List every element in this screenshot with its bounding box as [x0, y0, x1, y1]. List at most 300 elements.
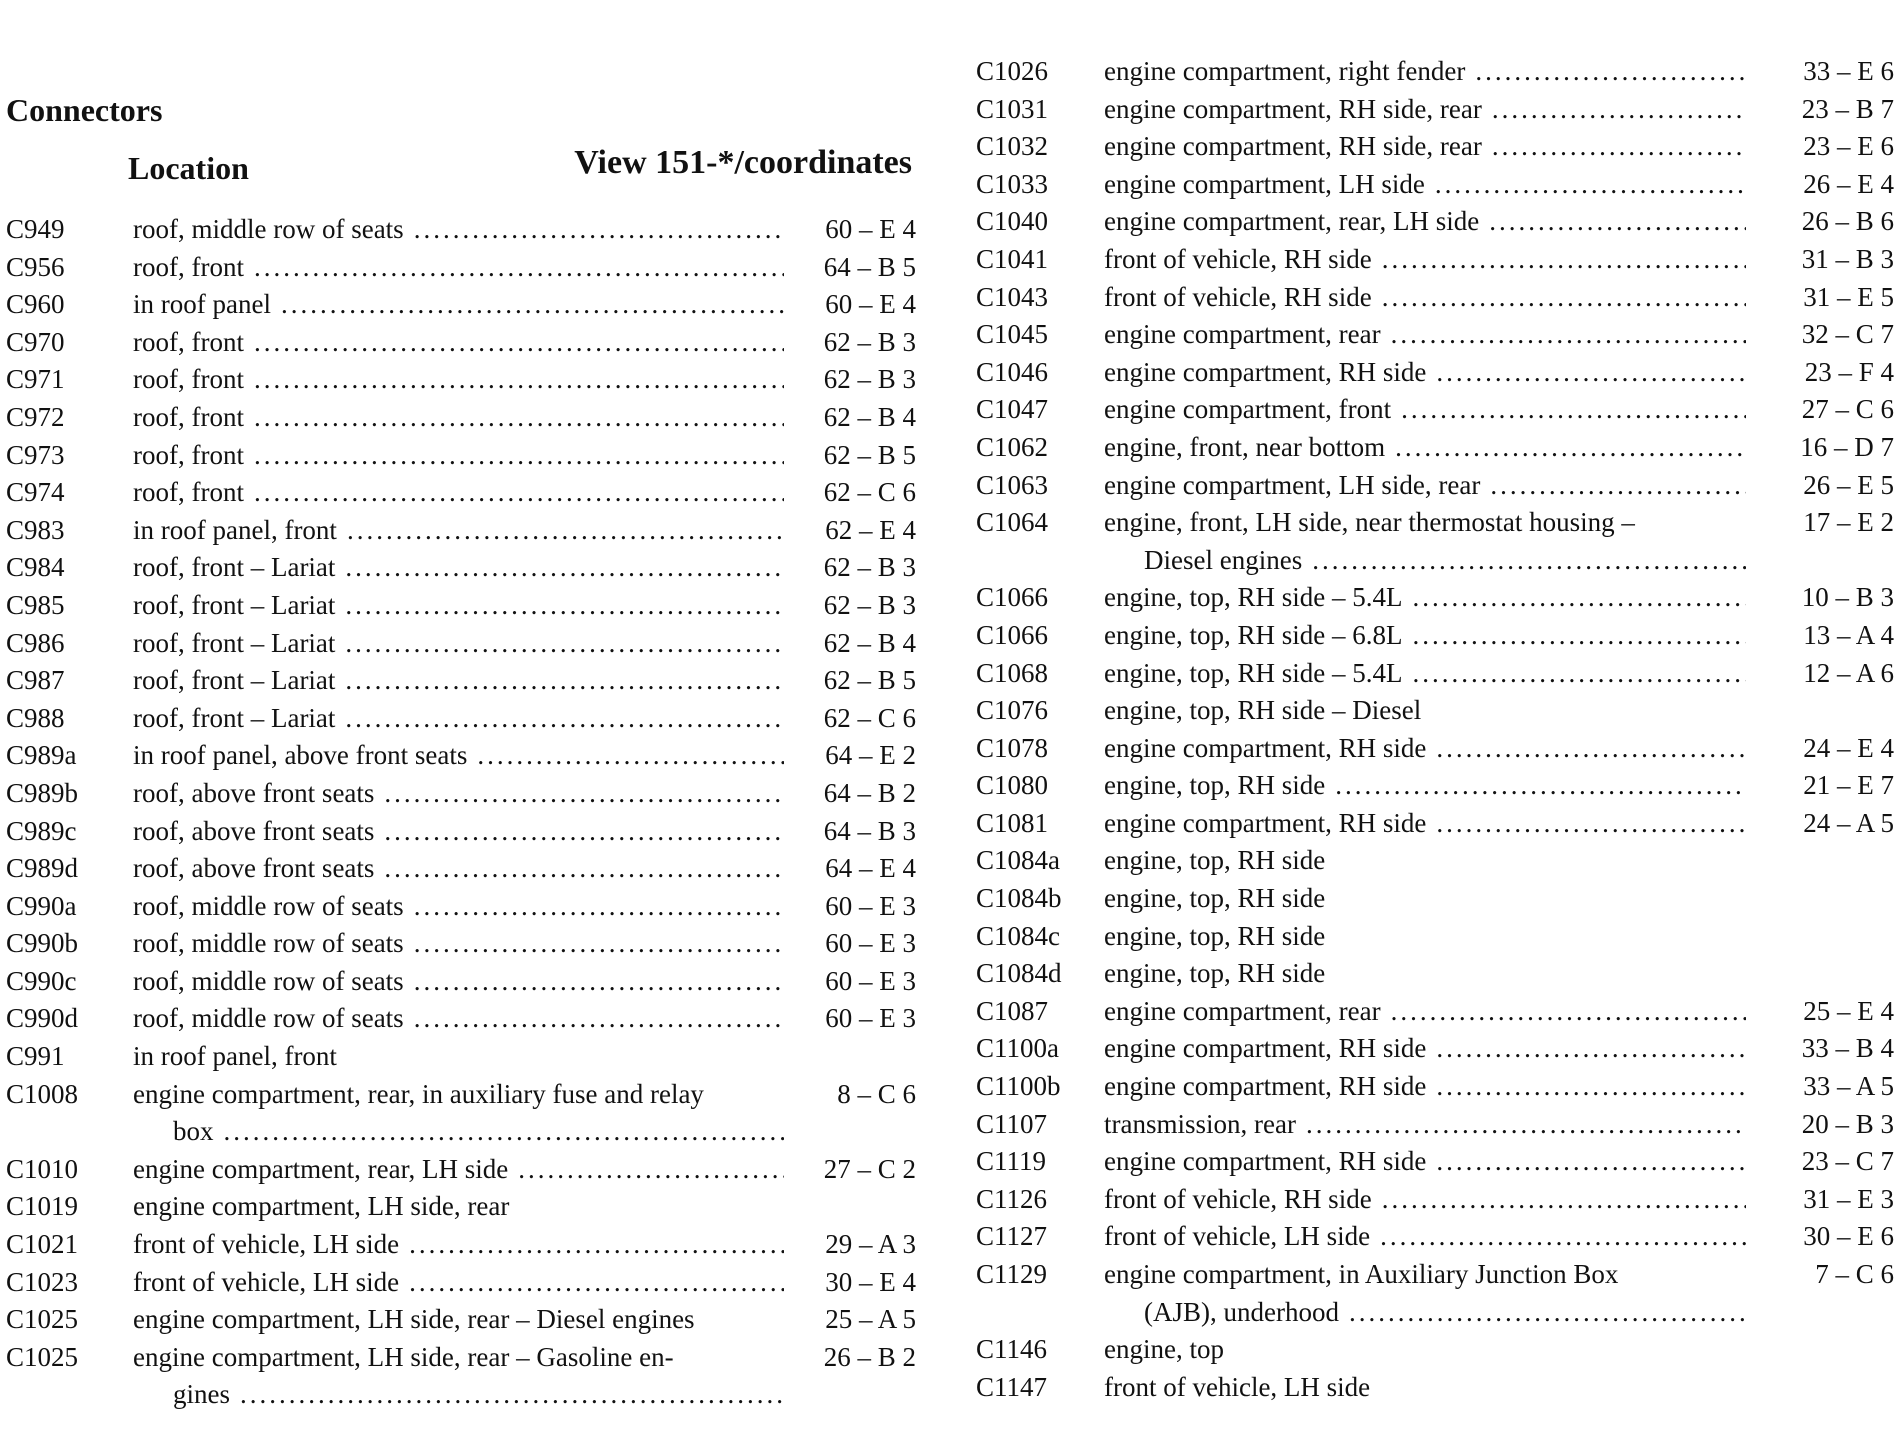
connector-id: C990d — [6, 1003, 79, 1034]
connector-location — [1104, 354, 1750, 392]
view-coordinate: 64 – B 2 — [823, 777, 916, 808]
connector-entry — [976, 579, 1894, 617]
dot-leader — [254, 437, 784, 475]
view-coordinate: 30 – E 4 — [825, 1266, 916, 1297]
view-coordinate: 20 – B 3 — [1801, 1108, 1894, 1139]
connector-entry — [6, 549, 916, 587]
connector-entry — [6, 737, 916, 775]
connector-entry — [976, 128, 1894, 166]
connector-entry — [976, 1181, 1894, 1219]
view-coordinate: 62 – E 4 — [825, 514, 916, 545]
connector-location — [133, 1264, 788, 1302]
view-coordinate: 60 – E 3 — [825, 1003, 916, 1034]
dot-leader — [384, 775, 784, 813]
location-text: engine, top, RH side — [1104, 845, 1326, 876]
connector-entry — [976, 279, 1894, 317]
location-line — [133, 474, 788, 512]
view-coordinate: 26 – E 5 — [1803, 469, 1894, 500]
connector-id: C986 — [6, 627, 65, 658]
connector-entry — [976, 467, 1894, 505]
dot-leader — [1401, 391, 1746, 429]
connector-location — [1104, 128, 1750, 166]
dot-leader — [1412, 579, 1746, 617]
connector-id: C1076 — [976, 695, 1049, 726]
connector-id: C990b — [6, 928, 79, 959]
connector-id: C960 — [6, 289, 65, 320]
dot-leader — [347, 512, 784, 550]
connector-entry — [976, 203, 1894, 241]
location-text: engine, top, RH side – 6.8L — [1104, 619, 1403, 650]
location-text: engine, front, LH side, near thermostat housing – — [1104, 507, 1635, 538]
view-coordinate: 62 – B 4 — [823, 401, 916, 432]
connector-id: C1146 — [976, 1334, 1048, 1365]
connector-location — [1104, 166, 1750, 204]
connector-location — [1104, 53, 1750, 91]
location-text: front of vehicle, RH side — [1104, 243, 1372, 274]
location-line — [1104, 391, 1750, 429]
location-text: in roof panel, front — [133, 1041, 337, 1072]
location-text: engine, top, RH side — [1104, 883, 1326, 914]
connector-location — [133, 1226, 788, 1264]
location-line — [1104, 241, 1750, 279]
section-title: Connectors — [6, 92, 163, 128]
dot-leader — [384, 813, 784, 851]
connector-id: C983 — [6, 514, 65, 545]
connector-location — [133, 662, 788, 700]
connector-entry — [6, 888, 916, 926]
location-text: (AJB), underhood — [1144, 1296, 1339, 1327]
connector-id: C1062 — [976, 431, 1049, 462]
view-coordinate: 62 – B 5 — [823, 439, 916, 470]
dot-leader — [345, 587, 784, 625]
connector-id: C1033 — [976, 168, 1049, 199]
connector-location — [1104, 1068, 1750, 1106]
dot-leader — [1475, 53, 1746, 91]
connector-entry — [6, 1226, 916, 1264]
connector-id: C987 — [6, 665, 65, 696]
view-coordinate: 62 – B 3 — [823, 326, 916, 357]
location-text: roof, front – Lariat — [133, 702, 336, 733]
location-line — [133, 1000, 788, 1038]
connector-location — [1104, 880, 1750, 918]
connector-id: C971 — [6, 364, 65, 395]
connector-entry — [976, 354, 1894, 392]
view-coordinate: 26 – B 2 — [823, 1341, 916, 1372]
connector-location — [133, 775, 788, 813]
connector-id: C1045 — [976, 319, 1049, 350]
location-line — [133, 399, 788, 437]
connector-id: C989a — [6, 740, 77, 771]
connector-list-right — [976, 53, 1894, 1406]
connector-location — [133, 888, 788, 926]
view-coordinate: 60 – E 3 — [825, 965, 916, 996]
connector-id: C1147 — [976, 1371, 1048, 1402]
view-coordinate: 62 – B 4 — [823, 627, 916, 658]
connector-id: C1081 — [976, 807, 1049, 838]
connector-entry — [976, 617, 1894, 655]
location-line — [1104, 993, 1750, 1031]
location-text: engine, top, RH side – 5.4L — [1104, 657, 1403, 688]
location-text: engine compartment, right fender — [1104, 56, 1466, 86]
view-coordinate: 7 – C 6 — [1815, 1259, 1894, 1289]
location-line — [133, 1076, 788, 1114]
location-text: roof, above front seats — [133, 853, 375, 884]
location-line — [133, 1339, 788, 1377]
location-line — [133, 512, 788, 550]
connector-location — [1104, 467, 1750, 505]
connector-location — [133, 324, 788, 362]
connector-entry — [6, 963, 916, 1001]
connector-location — [1104, 1143, 1750, 1181]
dot-leader — [1391, 316, 1746, 354]
location-line — [133, 1301, 788, 1339]
connector-entry — [976, 1218, 1894, 1256]
connector-id: C1021 — [6, 1229, 79, 1260]
view-coordinate: 26 – B 6 — [1801, 206, 1894, 237]
location-text: engine, top — [1104, 1334, 1224, 1365]
connector-entry — [976, 730, 1894, 768]
location-text: transmission, rear — [1104, 1108, 1296, 1139]
location-text: engine compartment, RH side — [1104, 1071, 1427, 1102]
view-coordinate: 24 – A 5 — [1803, 807, 1894, 838]
dot-leader — [281, 286, 784, 324]
connector-entry — [6, 925, 916, 963]
connector-location — [1104, 918, 1750, 956]
connector-entry — [976, 316, 1894, 354]
connector-id: C1025 — [6, 1304, 79, 1335]
connector-id: C990a — [6, 890, 77, 921]
connector-entry — [976, 955, 1894, 993]
dot-leader — [1306, 1106, 1746, 1144]
view-coordinate: 64 – B 3 — [823, 815, 916, 846]
dot-leader — [1489, 203, 1746, 241]
dot-leader — [254, 249, 784, 287]
dot-leader — [254, 399, 784, 437]
connector-entry — [6, 512, 916, 550]
view-coordinate: 31 – B 3 — [1801, 243, 1894, 274]
location-continuation-line — [1104, 542, 1750, 580]
dot-leader — [384, 850, 784, 888]
view-coordinate: 23 – B 7 — [1801, 93, 1894, 124]
view-coordinate: 27 – C 2 — [823, 1153, 916, 1184]
connector-location — [133, 925, 788, 963]
connector-location — [1104, 617, 1750, 655]
connector-location — [1104, 1218, 1750, 1256]
connector-location — [1104, 730, 1750, 768]
view-coordinate: 24 – E 4 — [1803, 732, 1894, 763]
view-coordinate: 62 – C 6 — [823, 477, 916, 508]
location-line — [133, 1264, 788, 1302]
view-coordinate: 64 – E 2 — [825, 740, 916, 771]
location-line — [133, 1151, 788, 1189]
location-text: roof, front – Lariat — [133, 589, 336, 620]
view-coordinate: 32 – C 7 — [1801, 319, 1894, 350]
connector-entry — [6, 474, 916, 512]
view-coordinate: 31 – E 3 — [1803, 1183, 1894, 1214]
location-text: engine compartment, rear — [1104, 319, 1381, 350]
view-coordinate: 64 – B 5 — [823, 251, 916, 282]
connector-location — [1104, 655, 1750, 693]
connector-id: C974 — [6, 477, 65, 508]
view-coordinate: 13 – A 4 — [1803, 619, 1894, 650]
location-line — [1104, 1256, 1750, 1294]
location-text: engine, top, RH side — [1104, 958, 1326, 989]
dot-leader — [1436, 805, 1746, 843]
location-line — [1104, 880, 1750, 918]
connector-id: C1119 — [976, 1146, 1047, 1177]
location-text: engine compartment, LH side — [1104, 168, 1425, 199]
connector-location — [1104, 767, 1750, 805]
location-line — [133, 1226, 788, 1264]
location-line — [133, 963, 788, 1001]
location-line — [133, 775, 788, 813]
connector-id: C1100b — [976, 1071, 1061, 1102]
connector-id: C1063 — [976, 469, 1049, 500]
location-text: roof, above front seats — [133, 777, 375, 808]
connector-id: C985 — [6, 589, 65, 620]
location-line — [1104, 467, 1750, 505]
location-line — [1104, 1218, 1750, 1256]
location-continuation-line — [1104, 1294, 1750, 1332]
connector-location — [133, 1038, 788, 1076]
connector-entry — [6, 775, 916, 813]
connector-location — [1104, 391, 1750, 429]
view-coordinate: 30 – E 6 — [1803, 1221, 1894, 1252]
location-line — [133, 249, 788, 287]
dot-leader — [345, 625, 784, 663]
connector-id: C991 — [6, 1041, 65, 1072]
connector-entry — [6, 1000, 916, 1038]
connector-location — [133, 549, 788, 587]
view-coordinate: 29 – A 3 — [825, 1229, 916, 1260]
connector-location — [133, 850, 788, 888]
connector-id: C973 — [6, 439, 65, 470]
connector-id: C1064 — [976, 507, 1049, 538]
connector-entry — [6, 587, 916, 625]
connector-id: C1066 — [976, 582, 1049, 613]
location-text: engine, top, RH side — [1104, 920, 1326, 951]
location-text: front of vehicle, RH side — [1104, 281, 1372, 312]
connector-id: C989d — [6, 853, 79, 884]
connector-entry — [976, 918, 1894, 956]
connector-location — [1104, 203, 1750, 241]
location-text: engine compartment, LH side, rear – Diesel engines — [133, 1304, 695, 1335]
connector-location — [133, 249, 788, 287]
dot-leader — [254, 474, 784, 512]
location-text: front of vehicle, LH side — [133, 1266, 400, 1297]
location-text: roof, middle row of seats — [133, 214, 404, 244]
view-coordinate: 27 – C 6 — [1801, 394, 1894, 425]
connector-entry — [976, 1143, 1894, 1181]
connector-entry — [976, 1030, 1894, 1068]
connector-entry — [6, 1301, 916, 1339]
view-coordinates-column-header: View 151-*/coordinates — [574, 144, 912, 181]
dot-leader — [345, 662, 784, 700]
connector-location — [133, 625, 788, 663]
connector-location — [1104, 429, 1750, 467]
location-line — [1104, 655, 1750, 693]
view-coordinate: 21 – E 7 — [1803, 770, 1894, 801]
location-line — [1104, 1331, 1750, 1369]
connector-location — [133, 1301, 788, 1339]
connector-id: C1040 — [976, 206, 1049, 237]
location-text: engine, top, RH side – 5.4L — [1104, 582, 1403, 613]
connector-location — [1104, 1030, 1750, 1068]
connector-entry — [6, 1339, 916, 1414]
connector-id: C1084d — [976, 958, 1062, 989]
location-column-header: Location — [128, 150, 249, 186]
connector-location — [133, 1339, 788, 1414]
connector-id: C1068 — [976, 657, 1049, 688]
location-line — [1104, 91, 1750, 129]
dot-leader — [1436, 354, 1746, 392]
location-text: roof, middle row of seats — [133, 1003, 404, 1034]
connector-id: C988 — [6, 702, 65, 733]
location-text: box — [173, 1116, 214, 1147]
connector-entry — [6, 700, 916, 738]
connector-entry — [6, 1188, 916, 1226]
view-coordinate: 25 – A 5 — [825, 1304, 916, 1335]
dot-leader — [224, 1113, 785, 1151]
location-line — [133, 925, 788, 963]
connector-entry — [6, 399, 916, 437]
connector-entry — [6, 1038, 916, 1076]
connector-location — [1104, 993, 1750, 1031]
location-text: in roof panel, front — [133, 514, 337, 545]
connector-entry — [976, 241, 1894, 279]
connector-id: C1078 — [976, 732, 1049, 763]
location-text: engine compartment, front — [1104, 394, 1392, 425]
location-line — [1104, 316, 1750, 354]
dot-leader — [1382, 241, 1746, 279]
location-line — [1104, 579, 1750, 617]
location-text: engine, top, RH side — [1104, 770, 1326, 801]
location-line — [1104, 354, 1750, 392]
connector-id: C1087 — [976, 995, 1049, 1026]
connector-location — [1104, 316, 1750, 354]
location-text: engine compartment, in Auxiliary Junction Box — [1104, 1259, 1619, 1289]
connector-id: C1043 — [976, 281, 1049, 312]
location-line — [1104, 730, 1750, 768]
view-coordinate: 23 – F 4 — [1804, 356, 1894, 387]
dot-leader — [1436, 1068, 1746, 1106]
connector-location — [1104, 91, 1750, 129]
connector-id: C1084b — [976, 883, 1062, 914]
location-text: engine compartment, RH side — [1104, 1146, 1427, 1177]
connector-id: C1129 — [976, 1259, 1048, 1289]
dot-leader — [254, 361, 784, 399]
connector-location — [133, 286, 788, 324]
dot-leader — [1412, 655, 1746, 693]
location-text: front of vehicle, LH side — [1104, 1221, 1371, 1252]
connector-entry — [6, 813, 916, 851]
location-text: gines — [173, 1379, 230, 1410]
location-line — [133, 662, 788, 700]
location-line — [133, 437, 788, 475]
location-line — [133, 625, 788, 663]
dot-leader — [1435, 166, 1746, 204]
connector-location — [133, 211, 788, 249]
location-line — [1104, 279, 1750, 317]
connector-entry — [6, 850, 916, 888]
location-text: roof, front – Lariat — [133, 665, 336, 696]
location-text: in roof panel, above front seats — [133, 740, 468, 771]
connector-id: C1047 — [976, 394, 1049, 425]
location-line — [1104, 805, 1750, 843]
location-text: roof, front – Lariat — [133, 627, 336, 658]
connector-entry — [6, 1076, 916, 1151]
dot-leader — [254, 324, 784, 362]
connector-entry — [6, 324, 916, 362]
location-text: engine compartment, rear — [1104, 995, 1381, 1026]
connector-id: C1008 — [6, 1078, 79, 1109]
view-coordinate: 62 – B 3 — [823, 364, 916, 395]
dot-leader — [1382, 1181, 1746, 1219]
view-coordinate: 62 – B 3 — [823, 552, 916, 583]
dot-leader — [1382, 279, 1746, 317]
location-text: engine compartment, RH side — [1104, 356, 1427, 387]
connector-id: C1127 — [976, 1221, 1048, 1252]
connector-id: C1019 — [6, 1191, 79, 1222]
dot-leader — [1349, 1294, 1746, 1332]
connector-location — [1104, 1106, 1750, 1144]
connector-entry — [6, 361, 916, 399]
location-line — [1104, 1143, 1750, 1181]
connector-entry — [976, 1106, 1894, 1144]
location-line — [1104, 617, 1750, 655]
location-line — [133, 1188, 788, 1226]
connector-entry — [976, 91, 1894, 129]
dot-leader — [414, 1000, 784, 1038]
connector-id: C989b — [6, 777, 79, 808]
connector-id: C1046 — [976, 356, 1049, 387]
location-line — [1104, 842, 1750, 880]
dot-leader — [414, 888, 784, 926]
dot-leader — [1492, 128, 1746, 166]
connector-location — [1104, 579, 1750, 617]
location-continuation-line — [133, 1376, 788, 1414]
location-line — [1104, 53, 1750, 91]
location-line — [1104, 1106, 1750, 1144]
view-coordinate: 60 – E 3 — [825, 890, 916, 921]
connector-location — [1104, 1181, 1750, 1219]
connector-entry — [976, 767, 1894, 805]
connector-entry — [976, 1369, 1894, 1407]
connector-id: C1023 — [6, 1266, 79, 1297]
connector-location — [1104, 805, 1750, 843]
location-line — [133, 888, 788, 926]
view-coordinate: 33 – B 4 — [1801, 1033, 1894, 1064]
connector-location — [1104, 842, 1750, 880]
connector-location — [133, 1151, 788, 1189]
view-coordinate: 10 – B 3 — [1801, 582, 1894, 613]
location-line — [133, 211, 788, 249]
connector-list-left — [6, 211, 916, 1414]
view-coordinate: 60 – E 4 — [825, 214, 916, 244]
location-text: engine compartment, LH side, rear – Gasoline en- — [133, 1341, 674, 1372]
connector-id: C970 — [6, 326, 65, 357]
view-coordinate: 62 – C 6 — [823, 702, 916, 733]
connector-entry — [976, 504, 1894, 579]
dot-leader — [345, 549, 784, 587]
connector-entry — [976, 1256, 1894, 1331]
location-line — [133, 286, 788, 324]
connector-location — [133, 1000, 788, 1038]
dot-leader — [1312, 542, 1746, 580]
dot-leader — [518, 1151, 784, 1189]
location-line — [1104, 692, 1750, 730]
location-text: roof, front — [133, 477, 244, 508]
